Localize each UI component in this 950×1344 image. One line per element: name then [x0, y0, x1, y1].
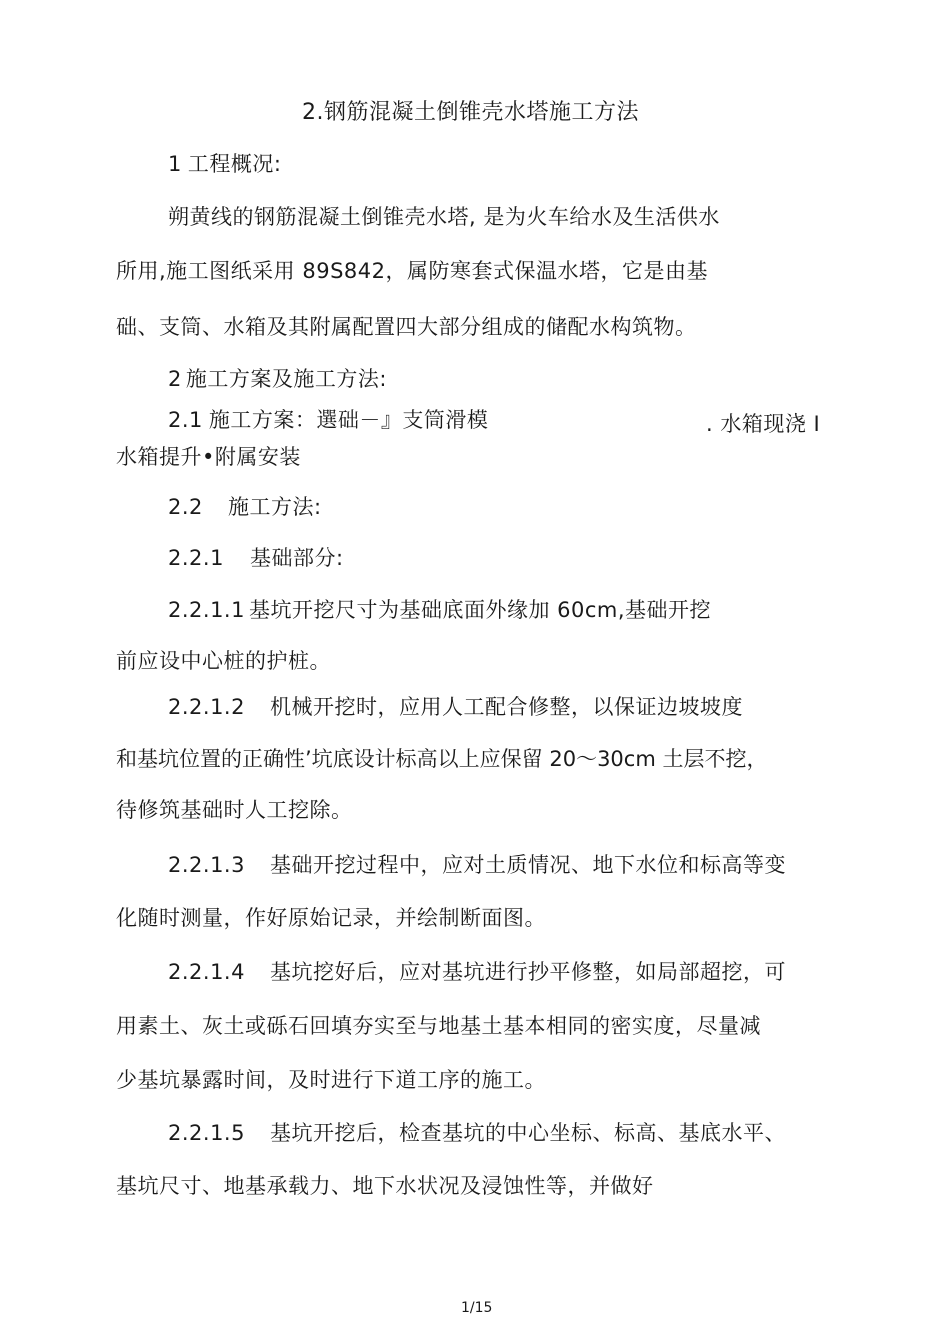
heading-text: 基础开挖过程中，应对土质情况、地下水位和标高等变 [270, 853, 786, 877]
section-number: 2.2.1.1 [168, 598, 245, 622]
heading-text: 机械开挖时，应用人工配合修整，以保证边坡坡度 [270, 695, 743, 719]
section-number: 2.2.1.2 [168, 695, 245, 719]
heading-1 [168, 150, 281, 178]
paragraph-line: 基坑尺寸、地基承载力、地下水状况及浸蚀性等，并做好 [116, 1174, 654, 1198]
page-number: 1/15 [461, 1300, 493, 1316]
heading-2-2-1-3 [168, 851, 786, 879]
section-number: 2.2.1.4 [168, 960, 245, 984]
section-number: 2.2.1 [168, 546, 224, 570]
section-number: 2 [168, 367, 182, 391]
heading-text: 基础部分: [250, 546, 344, 570]
section-number: 1 [168, 152, 182, 176]
paragraph-line: 所用,施工图纸采用 89S842，属防寒套式保温水塔，它是由基 [116, 259, 708, 283]
paragraph-line: 和基坑位置的正确性’坑底设计标高以上应保留 20～30cm 土层不挖， [116, 747, 768, 771]
paragraph-line: 待修筑基础时人工挖除。 [116, 798, 353, 822]
section-number: 2.2.1.5 [168, 1121, 245, 1145]
heading-2-2-1-1 [168, 596, 711, 624]
paragraph-line: 础、支筒、水箱及其附属配置四大部分组成的储配水构筑物。 [116, 315, 697, 339]
paragraph-line: 用素土、灰土或砾石回填夯实至与地基土基本相同的密实度，尽量减 [116, 1014, 761, 1038]
paragraph-line: . 水箱现浇 I [706, 412, 821, 436]
heading-2-2-1-4 [168, 958, 786, 986]
heading-2 [168, 365, 387, 393]
section-number: 2.2.1.3 [168, 853, 245, 877]
section-number: 2.1 [168, 408, 203, 432]
heading-2-2-1 [168, 544, 344, 572]
heading-text: 工程概况: [187, 152, 282, 176]
heading-text: 施工方法: [228, 495, 322, 519]
heading-text: 施工方案：選础－』支筒滑模 [208, 408, 489, 432]
heading-2-2 [168, 493, 322, 521]
heading-text: 基坑开挖后，检查基坑的中心坐标、标高、基底水平、 [270, 1121, 786, 1145]
heading-text: 基坑开挖尺寸为基础底面外缘加 60cm,基础开挖 [248, 598, 712, 622]
heading-text: 施工方案及施工方法: [185, 367, 387, 391]
paragraph-line: 前应设中心桩的护桩。 [116, 649, 331, 673]
paragraph-line: 化随时测量，作好原始记录，并绘制断面图。 [116, 906, 546, 930]
heading-2-2-1-2 [168, 693, 743, 721]
section-number: 2.2 [168, 495, 203, 519]
paragraph-line: 少基坑暴露时间，及时进行下道工序的施工。 [116, 1068, 546, 1092]
document-title: 2.钢筋混凝土倒锥壳水塔施工方法 [302, 100, 639, 125]
heading-2-2-1-5 [168, 1119, 786, 1147]
heading-text: 基坑挖好后，应对基坑进行抄平修整，如局部超挖，可 [270, 960, 786, 984]
paragraph-line: 水箱提升•附属安装 [116, 445, 301, 469]
heading-2-1 [168, 406, 488, 434]
paragraph-line: 朔黄线的钢筋混凝土倒锥壳水塔, 是为火车给水及生活供水 [168, 205, 720, 229]
